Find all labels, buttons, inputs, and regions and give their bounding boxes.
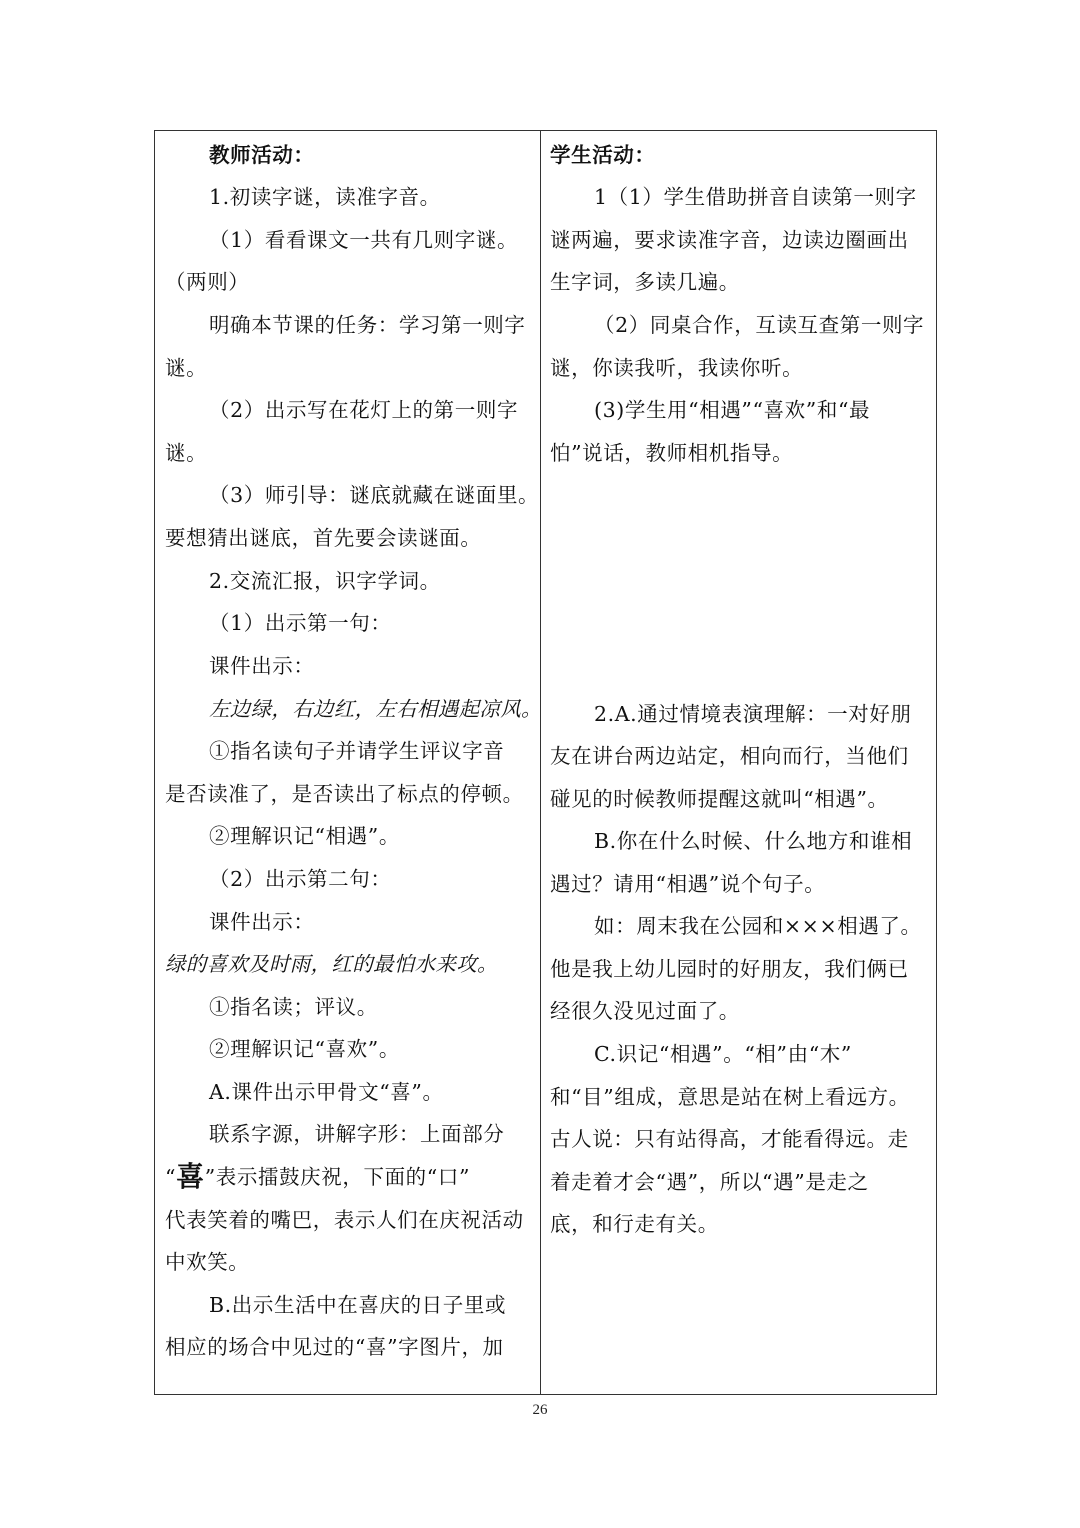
teacher-line: （2）出示第二句： <box>209 867 392 891</box>
page-number: 26 <box>532 1402 548 1418</box>
teacher-heading: 教师活动： <box>209 143 315 167</box>
teacher-line: 谜。 <box>165 356 208 380</box>
teacher-line: ②理解识记“喜欢”。 <box>209 1037 400 1061</box>
student-line: 他是我上幼儿园时的好朋友，我们俩已 <box>550 957 909 981</box>
teacher-line: B.出示生活中在喜庆的日子里或 <box>209 1293 507 1317</box>
student-line: B.你在什么时候、什么地方和谁相 <box>594 829 913 853</box>
student-line: (3)学生用“相遇”“喜欢”和“最 <box>594 398 871 422</box>
student-line: 谜，你读我听，我读你听。 <box>550 356 804 380</box>
teacher-line: 中欢笑。 <box>165 1250 250 1274</box>
student-line: 底，和行走有关。 <box>550 1212 719 1236</box>
teacher-line: ②理解识记“相遇”。 <box>209 824 400 848</box>
student-line: 着走着才会“遇”，所以“遇”是走之 <box>550 1170 869 1194</box>
teacher-line: （两则） <box>165 270 250 294</box>
riddle-line-2: 绿的喜欢及时雨，红的最怕水来攻。 <box>165 952 498 976</box>
student-line: C.识记“相遇”。“相”由“木” <box>594 1042 852 1066</box>
student-line: 遇过？请用“相遇”说个句子。 <box>550 872 826 896</box>
student-line: 碰见的时候教师提醒这就叫“相遇”。 <box>550 787 889 811</box>
riddle-line-1: 左边绿，右边红，左右相遇起凉风。 <box>209 697 542 721</box>
teacher-line: 1.初读字谜，读准字音。 <box>209 185 441 209</box>
teacher-line: （3）师引导：谜底就藏在谜面里。 <box>209 483 540 507</box>
open-quote: “ <box>165 1165 177 1189</box>
lesson-table <box>154 130 937 1395</box>
student-line: 2.A.通过情境表演理解：一对好朋 <box>594 702 912 726</box>
teacher-line: 2.交流汇报，识字学词。 <box>209 569 441 593</box>
teacher-line: 代表笑着的嘴巴，表示人们在庆祝活动 <box>165 1208 524 1232</box>
student-line: 如：周末我在公园和×××相遇了。 <box>594 914 922 938</box>
teacher-line: 相应的场合中见过的“喜”字图片，加 <box>165 1335 504 1359</box>
student-line: 谜两遍，要求读准字音，边读边圈画出 <box>550 228 909 252</box>
student-line: 生字词，多读几遍。 <box>550 270 740 294</box>
student-line: 怕”说话，教师相机指导。 <box>550 441 794 465</box>
teacher-line: 课件出示： <box>209 910 315 934</box>
teacher-line: 明确本节课的任务：学习第一则字 <box>209 313 526 337</box>
student-line: 1（1）学生借助拼音自读第一则字 <box>594 185 917 209</box>
teacher-line: 是否读准了，是否读出了标点的停顿。 <box>165 782 524 806</box>
teacher-line: ①指名读句子并请学生评议字音 <box>209 739 505 763</box>
teacher-line: 谜。 <box>165 441 208 465</box>
student-line: 经很久没见过面了。 <box>550 999 740 1023</box>
teacher-line-with-glyph <box>165 1160 471 1193</box>
teacher-line: （2）出示写在花灯上的第一则字 <box>209 398 519 422</box>
teacher-line: 联系字源，讲解字形：上面部分 <box>209 1122 505 1146</box>
teacher-line: 要想猜出谜底，首先要会读谜面。 <box>165 526 482 550</box>
teacher-line: （1）看看课文一共有几则字谜。 <box>209 228 519 252</box>
student-heading: 学生活动： <box>550 143 656 167</box>
teacher-line: （1）出示第一句： <box>209 611 392 635</box>
student-line: 古人说：只有站得高，才能看得远。走 <box>550 1127 909 1151</box>
teacher-line: ①指名读；评议。 <box>209 995 378 1019</box>
teacher-line: A.课件出示甲骨文“喜”。 <box>209 1080 444 1104</box>
ancient-xi-glyph: 喜 <box>176 1160 205 1193</box>
glyph-explanation: ”表示擂鼓庆祝，下面的“口” <box>204 1165 471 1189</box>
student-line: （2）同桌合作，互读互查第一则字 <box>594 313 925 337</box>
teacher-line: 课件出示： <box>209 654 315 678</box>
student-line: 友在讲台两边站定，相向而行，当他们 <box>550 744 909 768</box>
student-line: 和“目”组成，意思是站在树上看远方。 <box>550 1085 910 1109</box>
column-divider <box>540 131 541 1394</box>
